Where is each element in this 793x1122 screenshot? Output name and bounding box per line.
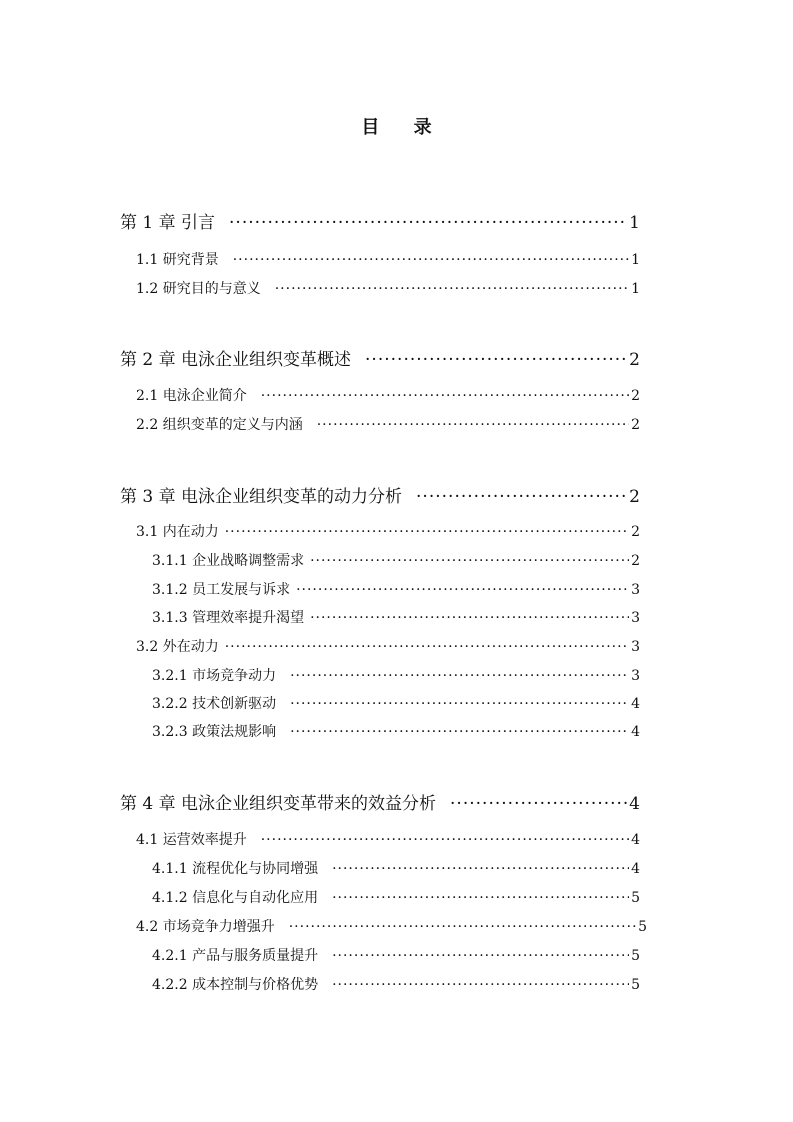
toc-entry-2-1[interactable] [136, 385, 640, 405]
dot-leader [317, 417, 629, 433]
toc-entry-label: 4.1.2 信息化与自动化应用 [152, 890, 319, 906]
toc-page-number: 2 [631, 388, 640, 404]
toc-entry-1-2[interactable] [136, 278, 640, 298]
toc-entry-label: 3.1 内在动力 [136, 524, 219, 540]
toc-entry-label: 4.2.1 产品与服务质量提升 [152, 948, 319, 964]
toc-page-number: 4 [631, 832, 640, 848]
toc-entry-label: 第 1 章 引言 [120, 213, 216, 233]
dot-leader [290, 696, 629, 712]
toc-entry-3-2-1[interactable] [152, 665, 640, 685]
toc-entry-4-2-1[interactable] [152, 945, 640, 965]
toc-title: 目 录 [361, 117, 446, 138]
toc-entry-label: 3.2.3 政策法规影响 [152, 724, 277, 740]
dot-leader [332, 977, 629, 993]
toc-page-number: 3 [631, 668, 640, 684]
toc-entry-label: 4.1 运营效率提升 [136, 832, 247, 848]
toc-page-number: 3 [631, 610, 640, 626]
toc-entry-label: 第 2 章 电泳企业组织变革概述 [120, 350, 352, 370]
toc-entry-label: 3.1.3 管理效率提升渴望 [152, 610, 305, 626]
toc-page-number: 2 [629, 487, 640, 507]
toc-page-number: 1 [631, 281, 640, 297]
toc-entry-3-2-3[interactable] [152, 721, 640, 741]
toc-page-number: 1 [629, 213, 640, 233]
dot-leader [225, 639, 629, 655]
toc-entry-label: 2.1 电泳企业简介 [136, 388, 247, 404]
toc-entry-chapter-1[interactable] [120, 208, 640, 233]
toc-entry-label: 4.2 市场竞争力增强升 [136, 919, 275, 935]
dot-leader [275, 281, 629, 297]
toc-page-number: 5 [631, 977, 640, 993]
toc-entry-chapter-4[interactable] [120, 789, 640, 814]
toc-entry-label: 1.2 研究目的与意义 [136, 281, 261, 297]
dot-leader [450, 794, 627, 814]
toc-entry-label: 3.1.2 员工发展与诉求 [152, 582, 291, 598]
toc-page-number: 1 [631, 252, 640, 268]
toc-entry-1-1[interactable] [136, 249, 640, 269]
dot-leader [233, 252, 629, 268]
toc-entry-4-2[interactable] [136, 916, 647, 936]
toc-entry-label: 第 3 章 电泳企业组织变革的动力分析 [120, 487, 403, 507]
toc-page-number: 2 [629, 350, 640, 370]
dot-leader [225, 524, 629, 540]
toc-page-number: 5 [638, 919, 647, 935]
toc-page-number: 4 [631, 861, 640, 877]
toc-entry-label: 1.1 研究背景 [136, 252, 219, 268]
toc-page-number: 4 [631, 724, 640, 740]
toc-entry-label: 3.2.1 市场竞争动力 [152, 668, 277, 684]
dot-leader [310, 610, 629, 626]
toc-entry-3-2[interactable] [136, 636, 640, 656]
toc-entry-3-1[interactable] [136, 521, 640, 541]
toc-entry-label: 4.1.1 流程优化与协同增强 [152, 861, 319, 877]
toc-page-number: 2 [631, 417, 640, 433]
toc-page-number: 3 [631, 582, 640, 598]
toc-entry-label: 4.2.2 成本控制与价格优势 [152, 977, 319, 993]
toc-entry-label: 3.2 外在动力 [136, 639, 219, 655]
dot-leader [290, 724, 629, 740]
toc-page-number: 5 [631, 890, 640, 906]
toc-entry-label: 3.2.2 技术创新驱动 [152, 696, 277, 712]
toc-page-number: 4 [629, 794, 640, 814]
dot-leader [310, 553, 629, 569]
toc-entry-3-1-3[interactable] [152, 607, 640, 627]
toc-page-number: 2 [631, 524, 640, 540]
dot-leader [290, 668, 629, 684]
toc-entry-4-1[interactable] [136, 829, 640, 849]
toc-page-number: 3 [631, 639, 640, 655]
dot-leader [261, 388, 629, 404]
dot-leader [261, 832, 629, 848]
dot-leader [332, 861, 629, 877]
toc-entry-3-1-2[interactable] [152, 579, 640, 599]
dot-leader [416, 487, 627, 507]
toc-entry-4-2-2[interactable] [152, 974, 640, 994]
toc-entry-2-2[interactable] [136, 414, 640, 434]
toc-entry-4-1-2[interactable] [152, 887, 640, 907]
toc-page-number: 5 [631, 948, 640, 964]
toc-entry-chapter-2[interactable] [120, 345, 640, 370]
toc-entry-3-2-2[interactable] [152, 693, 640, 713]
toc-entry-3-1-1[interactable] [152, 550, 640, 570]
dot-leader [365, 350, 627, 370]
toc-page-number: 2 [631, 553, 640, 569]
dot-leader [229, 213, 627, 233]
toc-entry-label: 第 4 章 电泳企业组织变革带来的效益分析 [120, 794, 437, 814]
toc-entry-label: 3.1.1 企业战略调整需求 [152, 553, 305, 569]
dot-leader [332, 948, 629, 964]
dot-leader [296, 582, 629, 598]
dot-leader [289, 919, 636, 935]
toc-entry-4-1-1[interactable] [152, 858, 640, 878]
toc-entry-chapter-3[interactable] [120, 482, 640, 507]
toc-entry-label: 2.2 组织变革的定义与内涵 [136, 417, 303, 433]
dot-leader [332, 890, 629, 906]
toc-page-number: 4 [631, 696, 640, 712]
